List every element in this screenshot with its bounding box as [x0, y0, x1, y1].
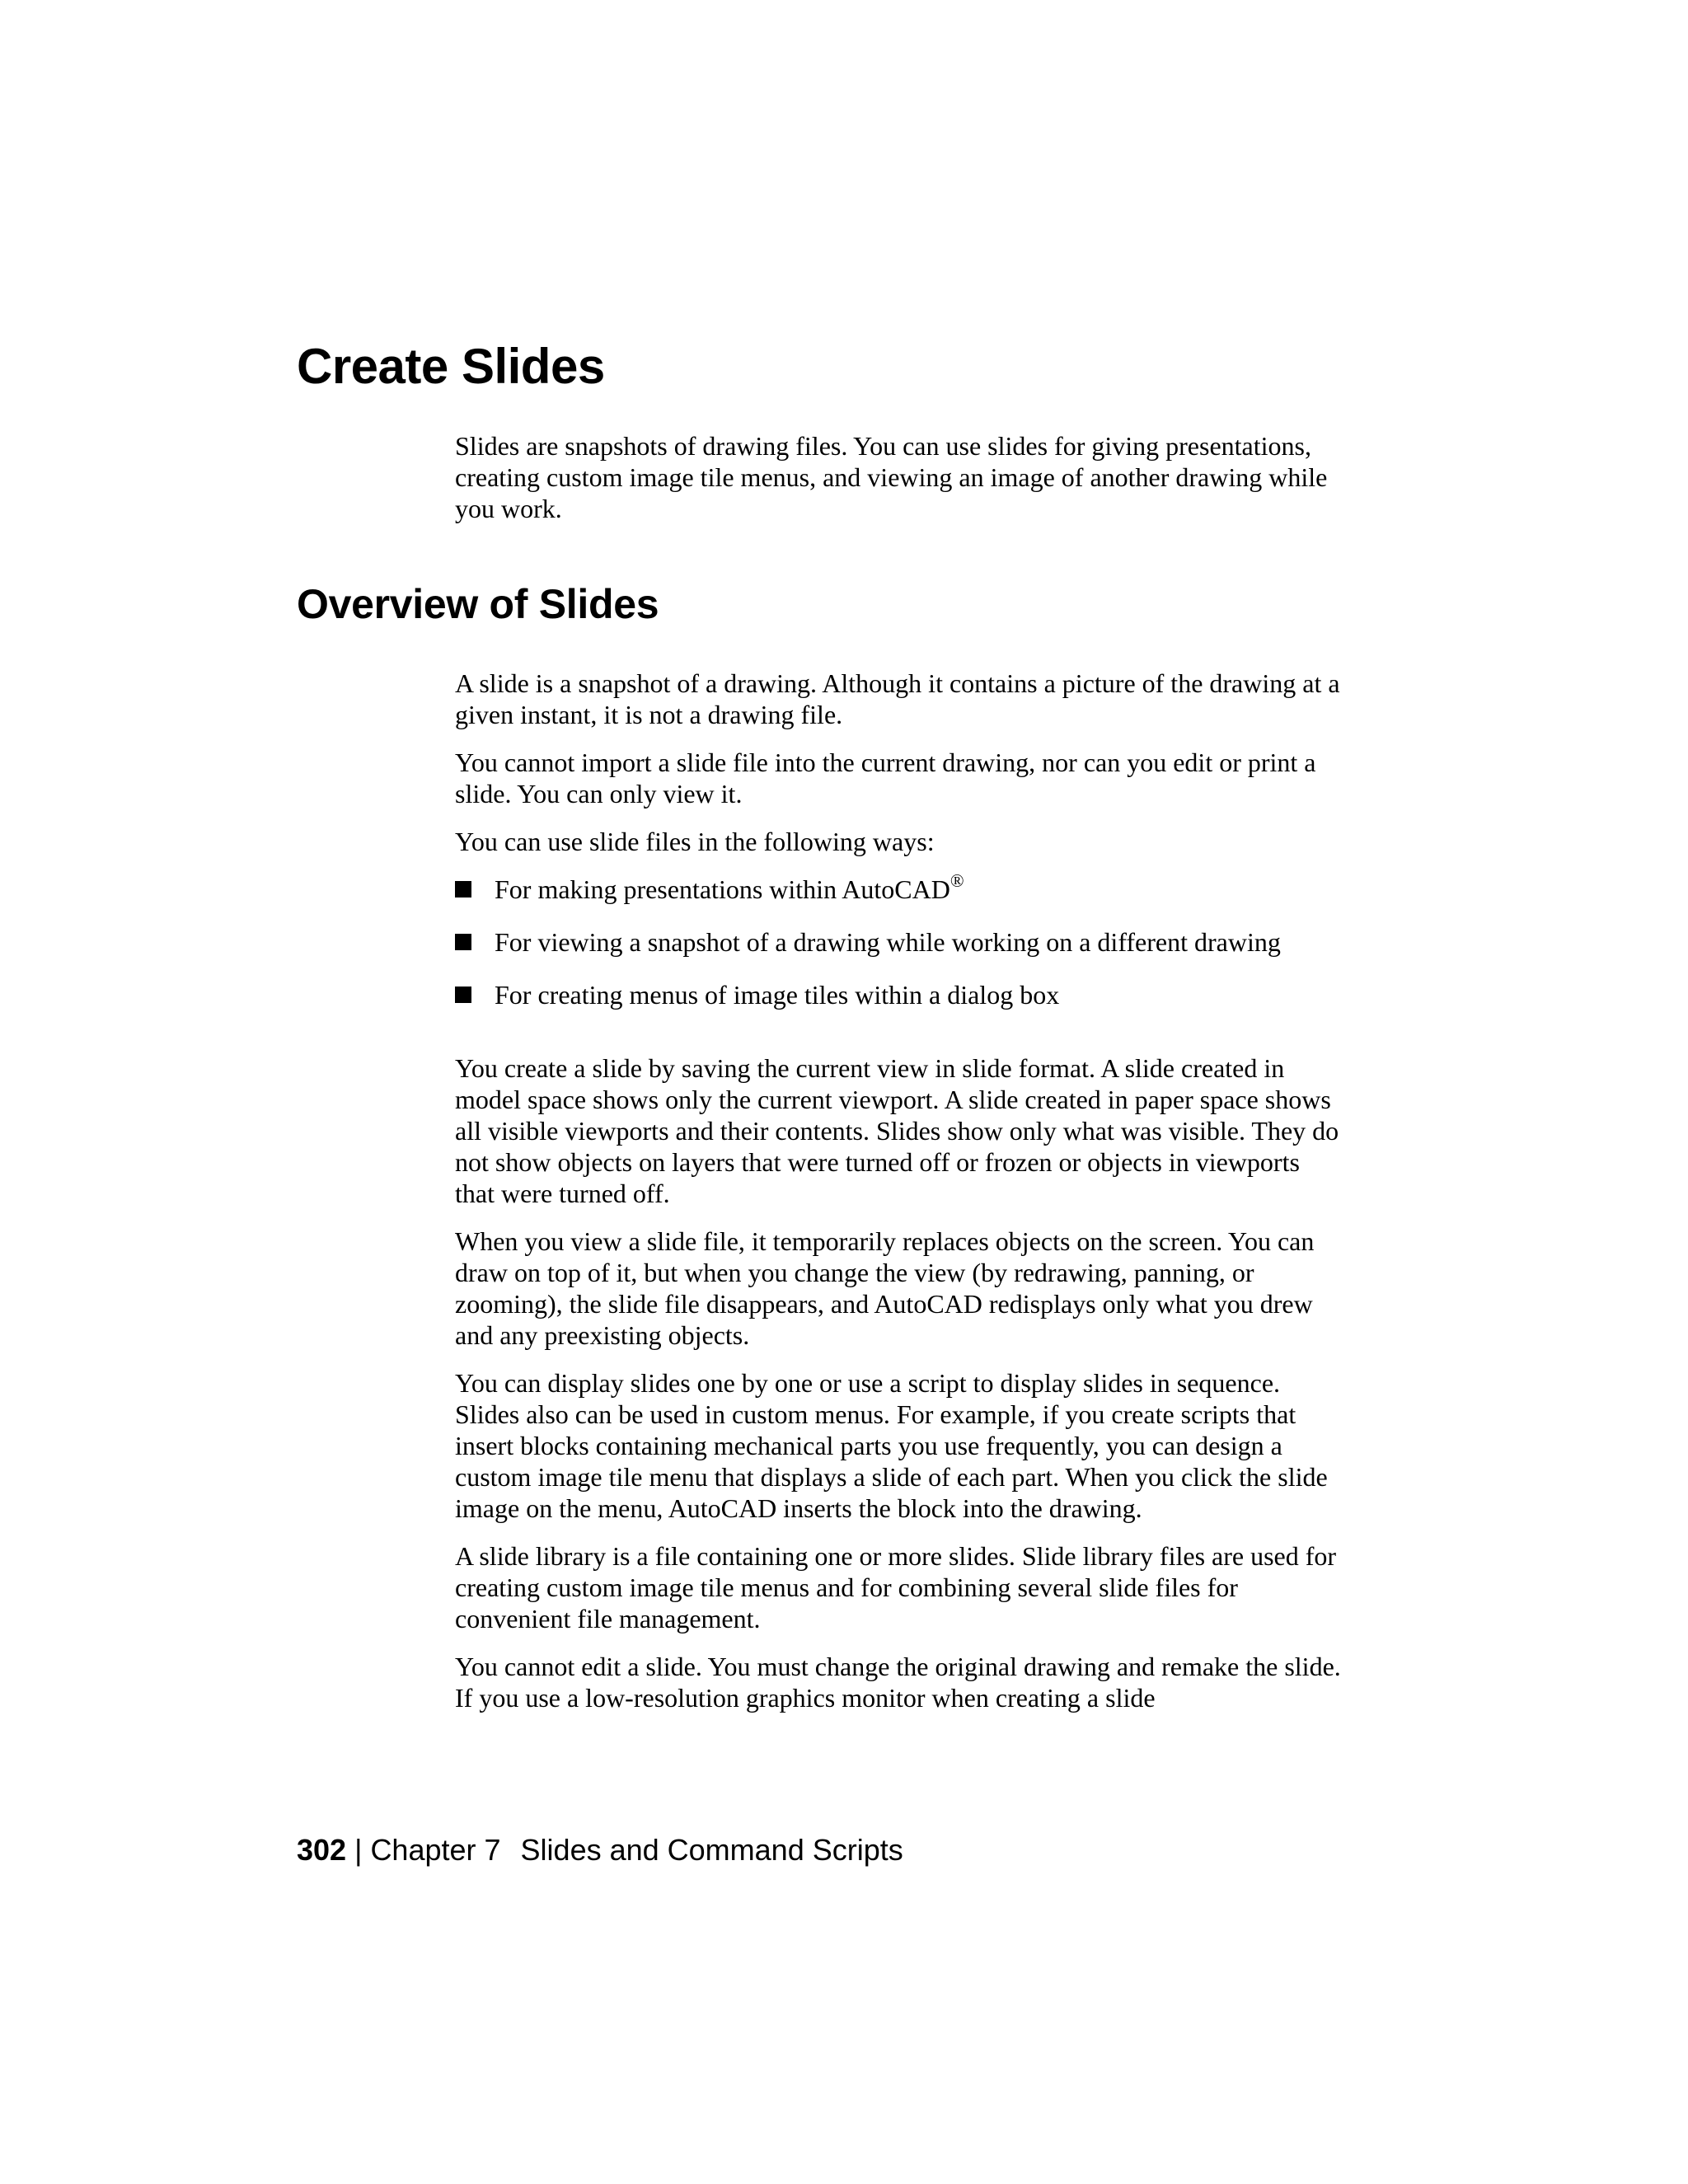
- page-footer: [297, 1831, 903, 1869]
- paragraph: You can display slides one by one or use a script to display slides in sequence. Slides also can be used in custom menus. For example, if you create scripts that insert blocks containing mechanical parts you use frequently, you can design a custom image tile menu that displays a slide of each part. When you click the slide image on the menu, AutoCAD inserts the block into the drawing.: [455, 1368, 1328, 1523]
- registered-mark: ®: [950, 870, 964, 892]
- square-bullet-icon: [455, 881, 471, 898]
- page-number: 302: [297, 1833, 347, 1867]
- footer-separator: |: [354, 1833, 363, 1867]
- paragraph: A slide library is a file containing one or more slides. Slide library files are used for creating custom image tile menus and for combining several slide files for convenient file management.: [455, 1541, 1337, 1633]
- paragraph: A slide is a snapshot of a drawing. Although it contains a picture of the drawing at a given instant, it is not a drawing file.: [455, 668, 1340, 729]
- bullet-list: [455, 870, 1345, 1010]
- list-item: [455, 926, 1345, 958]
- paragraph: You can use slide files in the following ways:: [455, 827, 935, 856]
- chapter-title: Slides and Command Scripts: [520, 1833, 903, 1867]
- square-bullet-icon: [455, 987, 471, 1003]
- list-item-text: For viewing a snapshot of a drawing while working on a different drawing: [495, 927, 1281, 957]
- paragraph: You create a slide by saving the current view in slide format. A slide created in model space shows only the current viewport. A slide created in paper space shows all visible viewports and their contents. Slides show only what was visible. They do not show objects on layers that were turned off or frozen or objects in viewports that were turned off.: [455, 1053, 1339, 1208]
- chapter-label: Chapter 7: [370, 1833, 501, 1867]
- paragraph: You cannot edit a slide. You must change the original drawing and remake the slide. If you use a low-resolution graphics monitor when creating a slide: [455, 1652, 1341, 1713]
- section-heading: Overview of Slides: [297, 581, 659, 627]
- page-title: Create Slides: [297, 339, 605, 394]
- list-item-text: For making presentations within AutoCAD: [495, 874, 950, 904]
- overview-continued: [455, 1052, 1345, 1730]
- intro-paragraph: Slides are snapshots of drawing files. You can use slides for giving presentations, creating custom image tile menus, and viewing an image of another drawing while you work.: [455, 431, 1328, 523]
- intro-section: [455, 430, 1345, 541]
- list-item: [455, 870, 1345, 905]
- square-bullet-icon: [455, 934, 471, 950]
- paragraph: You cannot import a slide file into the current drawing, nor can you edit or print a slide. You can only view it.: [455, 748, 1316, 808]
- overview-section: [455, 668, 1345, 1032]
- list-item-text: For creating menus of image tiles within a dialog box: [495, 980, 1060, 1010]
- list-item: [455, 979, 1345, 1010]
- paragraph: When you view a slide file, it temporarily replaces objects on the screen. You can draw on top of it, but when you change the view (by redrawing, panning, or zooming), the slide file disappears, and AutoCAD redisplays only what you drew and any preexisting objects.: [455, 1226, 1315, 1350]
